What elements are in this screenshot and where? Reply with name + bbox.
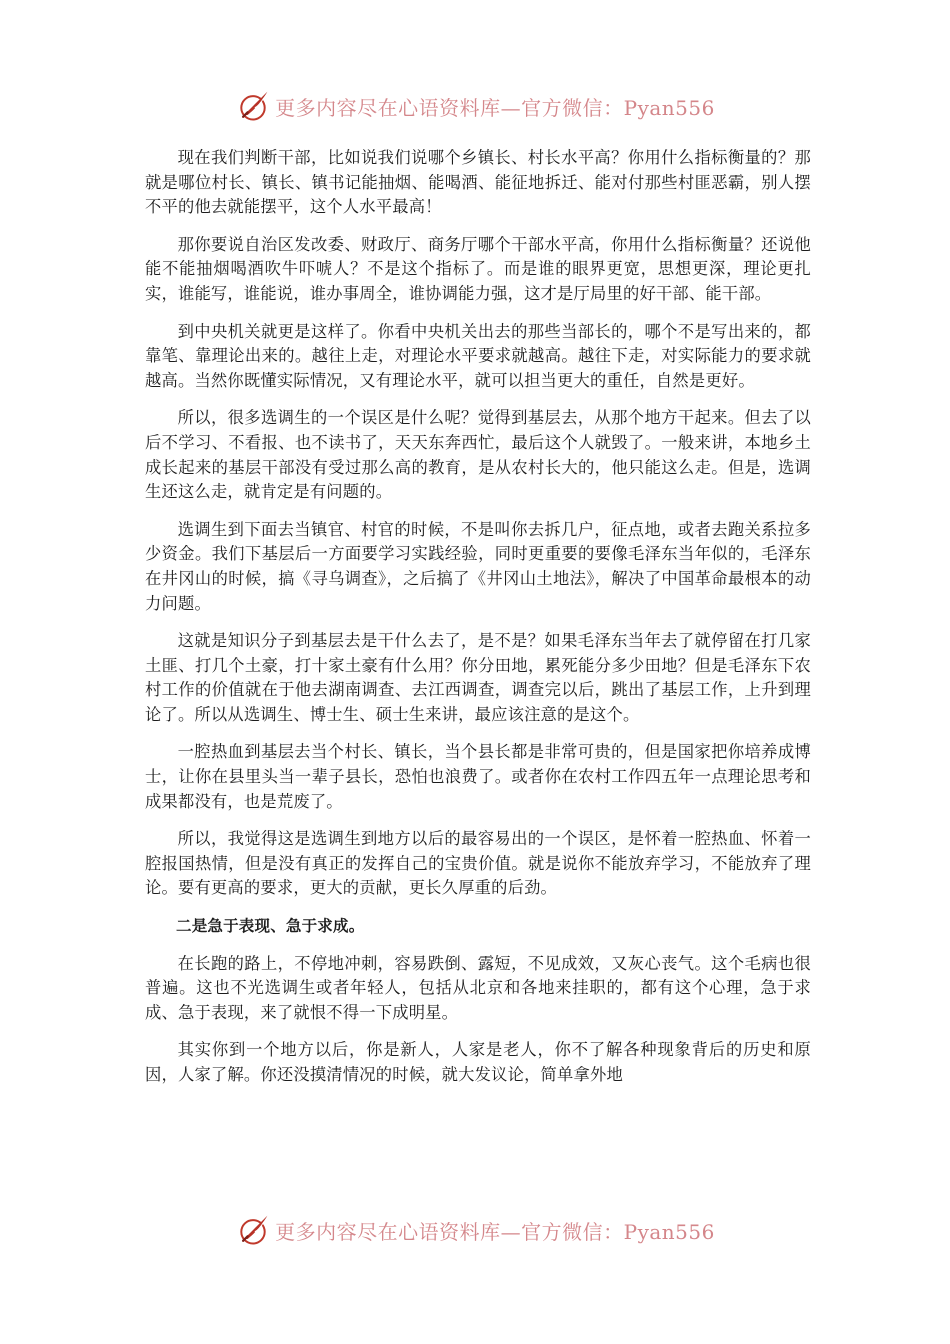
- section-heading: 二是急于表现、急于求成。: [176, 917, 365, 936]
- watermark-text: 更多内容尽在心语资料库—官方微信：Pyan556: [275, 1219, 715, 1244]
- paragraph: 现在我们判断干部，比如说我们说哪个乡镇长、村长水平高？你用什么指标衡量的？那就是哪位村长、镇长、镇书记能抽烟、能喝酒、能征地拆迁、能对付那些村匪恶霸，别人摆不平的他去就能摆平，这个人水平最高！: [145, 148, 811, 217]
- paragraph: 选调生到下面去当镇官、村官的时候，不是叫你去拆几户，征点地，或者去跑关系拉多少资金。我们下基层后一方面要学习实践经验，同时更重要的要像毛泽东当年似的，毛泽东在井冈山的时候，搞《寻乌调查》，之后搞了《井冈山土地法》，解决了中国革命最根本的动力问题。: [145, 519, 811, 613]
- quill-logo-icon: [235, 1212, 271, 1248]
- paragraph: 这就是知识分子到基层去是干什么去了，是不是？如果毛泽东当年去了就停留在打几家土匪、打几个土豪，打十家土豪有什么用？你分田地，累死能分多少田地？但是毛泽东下农村工作的价值就在于他去湖南调查、去江西调查，调查完以后，跳出了基层工作，上升到理论了。所以从选调生、博士生、硕士生来讲，最应该注意的是这个。: [145, 631, 811, 724]
- paragraph: 到中央机关就更是这样了。你看中央机关出去的那些当部长的，哪个不是写出来的，都靠笔、靠理论出来的。越往上走，对理论水平要求就越高。越往下走，对实际能力的要求就越高。当然你既懂实际情况，又有理论水平，就可以担当更大的重任，自然是更好。: [145, 321, 811, 390]
- document-body: [145, 146, 811, 1101]
- paragraph: 一腔热血到基层去当个村长、镇长，当个县长都是非常可贵的，但是国家把你培养成博士，让你在县里头当一辈子县长，恐怕也浪费了。或者你在农村工作四五年一点理论思考和成果都没有，也是荒废了。: [145, 742, 811, 811]
- watermark-text: 更多内容尽在心语资料库—官方微信：Pyan556: [275, 95, 715, 120]
- header-watermark: [0, 86, 950, 126]
- paragraph: 在长跑的路上，不停地冲刺，容易跌倒、露短，不见成效，又灰心丧气。这个毛病也很普遍。这也不光选调生或者年轻人，包括从北京和各地来挂职的，都有这个心理，急于求成、急于表现，来了就恨不得一下成明星。: [145, 953, 811, 1022]
- paragraph: 其实你到一个地方以后，你是新人，人家是老人，你不了解各种现象背后的历史和原因，人家了解。你还没摸清情况的时候，就大发议论，简单拿外地: [145, 1040, 811, 1084]
- paragraph: 那你要说自治区发改委、财政厅、商务厅哪个干部水平高，你用什么指标衡量？还说他能不能抽烟喝酒吹牛吓唬人？不是这个指标了。而是谁的眼界更宽，思想更深，理论更扎实，谁能写，谁能说，谁办事周全，谁协调能力强，这才是厅局里的好干部、能干部。: [145, 234, 811, 303]
- quill-logo-icon: [235, 88, 271, 124]
- paragraph: 所以，我觉得这是选调生到地方以后的最容易出的一个误区，是怀着一腔热血、怀着一腔报国热情，但是没有真正的发挥自己的宝贵价值。就是说你不能放弃学习，不能放弃了理论。要有更高的要求，更大的贡献，更长久厚重的后劲。: [145, 829, 811, 898]
- footer-watermark: [0, 1210, 950, 1250]
- paragraph: 所以，很多选调生的一个误区是什么呢？觉得到基层去，从那个地方干起来。但去了以后不学习、不看报、也不读书了，天天东奔西忙，最后这个人就毁了。一般来讲，本地乡土成长起来的基层干部没有受过那么高的教育，是从农村长大的，他只能这么走。但是，选调生还这么走，就肯定是有问题的。: [145, 408, 811, 502]
